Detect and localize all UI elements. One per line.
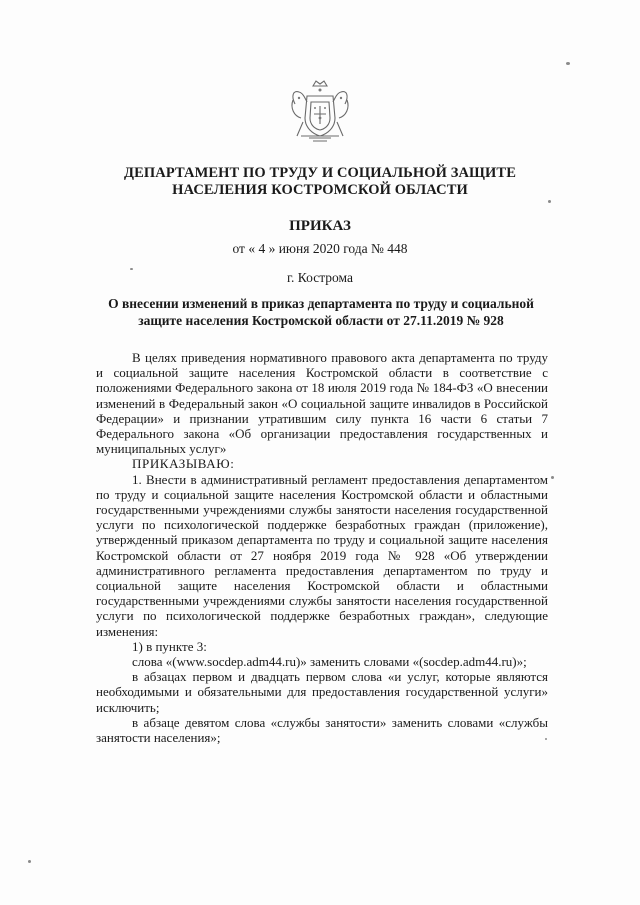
sub-item-1-c: в абзаце девятом слова «службы занятости» заменить словами «службы занятости населения»; (96, 714, 548, 746)
scan-speck (551, 476, 554, 479)
subject-line2: защите населения Костромской области от 27.11.2019 № 928 (138, 313, 504, 328)
department-name-line2: НАСЕЛЕНИЯ КОСТРОМСКОЙ ОБЛАСТИ (172, 182, 468, 198)
document-body (96, 350, 548, 745)
sub-item-1-a: слова «(www.socdep.adm44.ru)» заменить словами «(socdep.adm44.ru)»; (132, 654, 527, 670)
item-1-paragraph: 1. Внести в административный регламент предоставления департаментом по труду и социальной защите населения Костромской области и областными государственными учреждениями службы занятости населения государственной услуги по психологической поддержке безработных граждан (приложение), утвержденный приказом департамента по труду и социальной защите населения Костромской области от 27 ноября 2019 года № 928 «Об утверждении административного регламента предоставления департаментом по труду и социальной защите населения Костромской области и областными государственными учреждениями службы занятости населения государственной услуги по психологической поддержке безработных граждан», следующие изменения: (96, 471, 548, 639)
coat-of-arms-emblem (289, 78, 351, 144)
subject-line1: О внесении изменений в приказ департамента по труду и социальной (108, 296, 534, 311)
document-city: г. Кострома (287, 270, 353, 285)
sub-item-1: 1) в пункте 3: (132, 638, 207, 654)
sub-item-1-b: в абзацах первом и двадцать первом слова «и услуг, которые являются необходимыми и обязательными для предоставления государственной услуги» исключить; (96, 669, 548, 715)
scan-speck (545, 738, 547, 740)
department-name-line1: ДЕПАРТАМЕНТ ПО ТРУДУ И СОЦИАЛЬНОЙ ЗАЩИТЕ (124, 165, 516, 181)
preamble-paragraph: В целях приведения нормативного правового акта департамента по труду и социальной защите населения Костромской области в соответствие с положениями Федерального закона от 18 июля 2019 года № 184-ФЗ «О внесении изменений в Федеральный закон «О социальной защите инвалидов в Российской Федерации» и признании утратившим силу пункта 16 части 6 статьи 7 Федерального закона «Об организации предоставления государственных и муниципальных услуг» (96, 350, 548, 457)
department-name (80, 165, 560, 199)
scan-speck (566, 62, 570, 65)
document-type: ПРИКАЗ (289, 218, 351, 234)
scan-speck (28, 860, 31, 863)
scan-speck (130, 268, 133, 270)
document-date-number: от « 4 » июня 2020 года № 448 (232, 241, 408, 256)
order-word: ПРИКАЗЫВАЮ: (132, 456, 235, 472)
scan-speck (548, 200, 551, 203)
document-subject (96, 295, 546, 329)
